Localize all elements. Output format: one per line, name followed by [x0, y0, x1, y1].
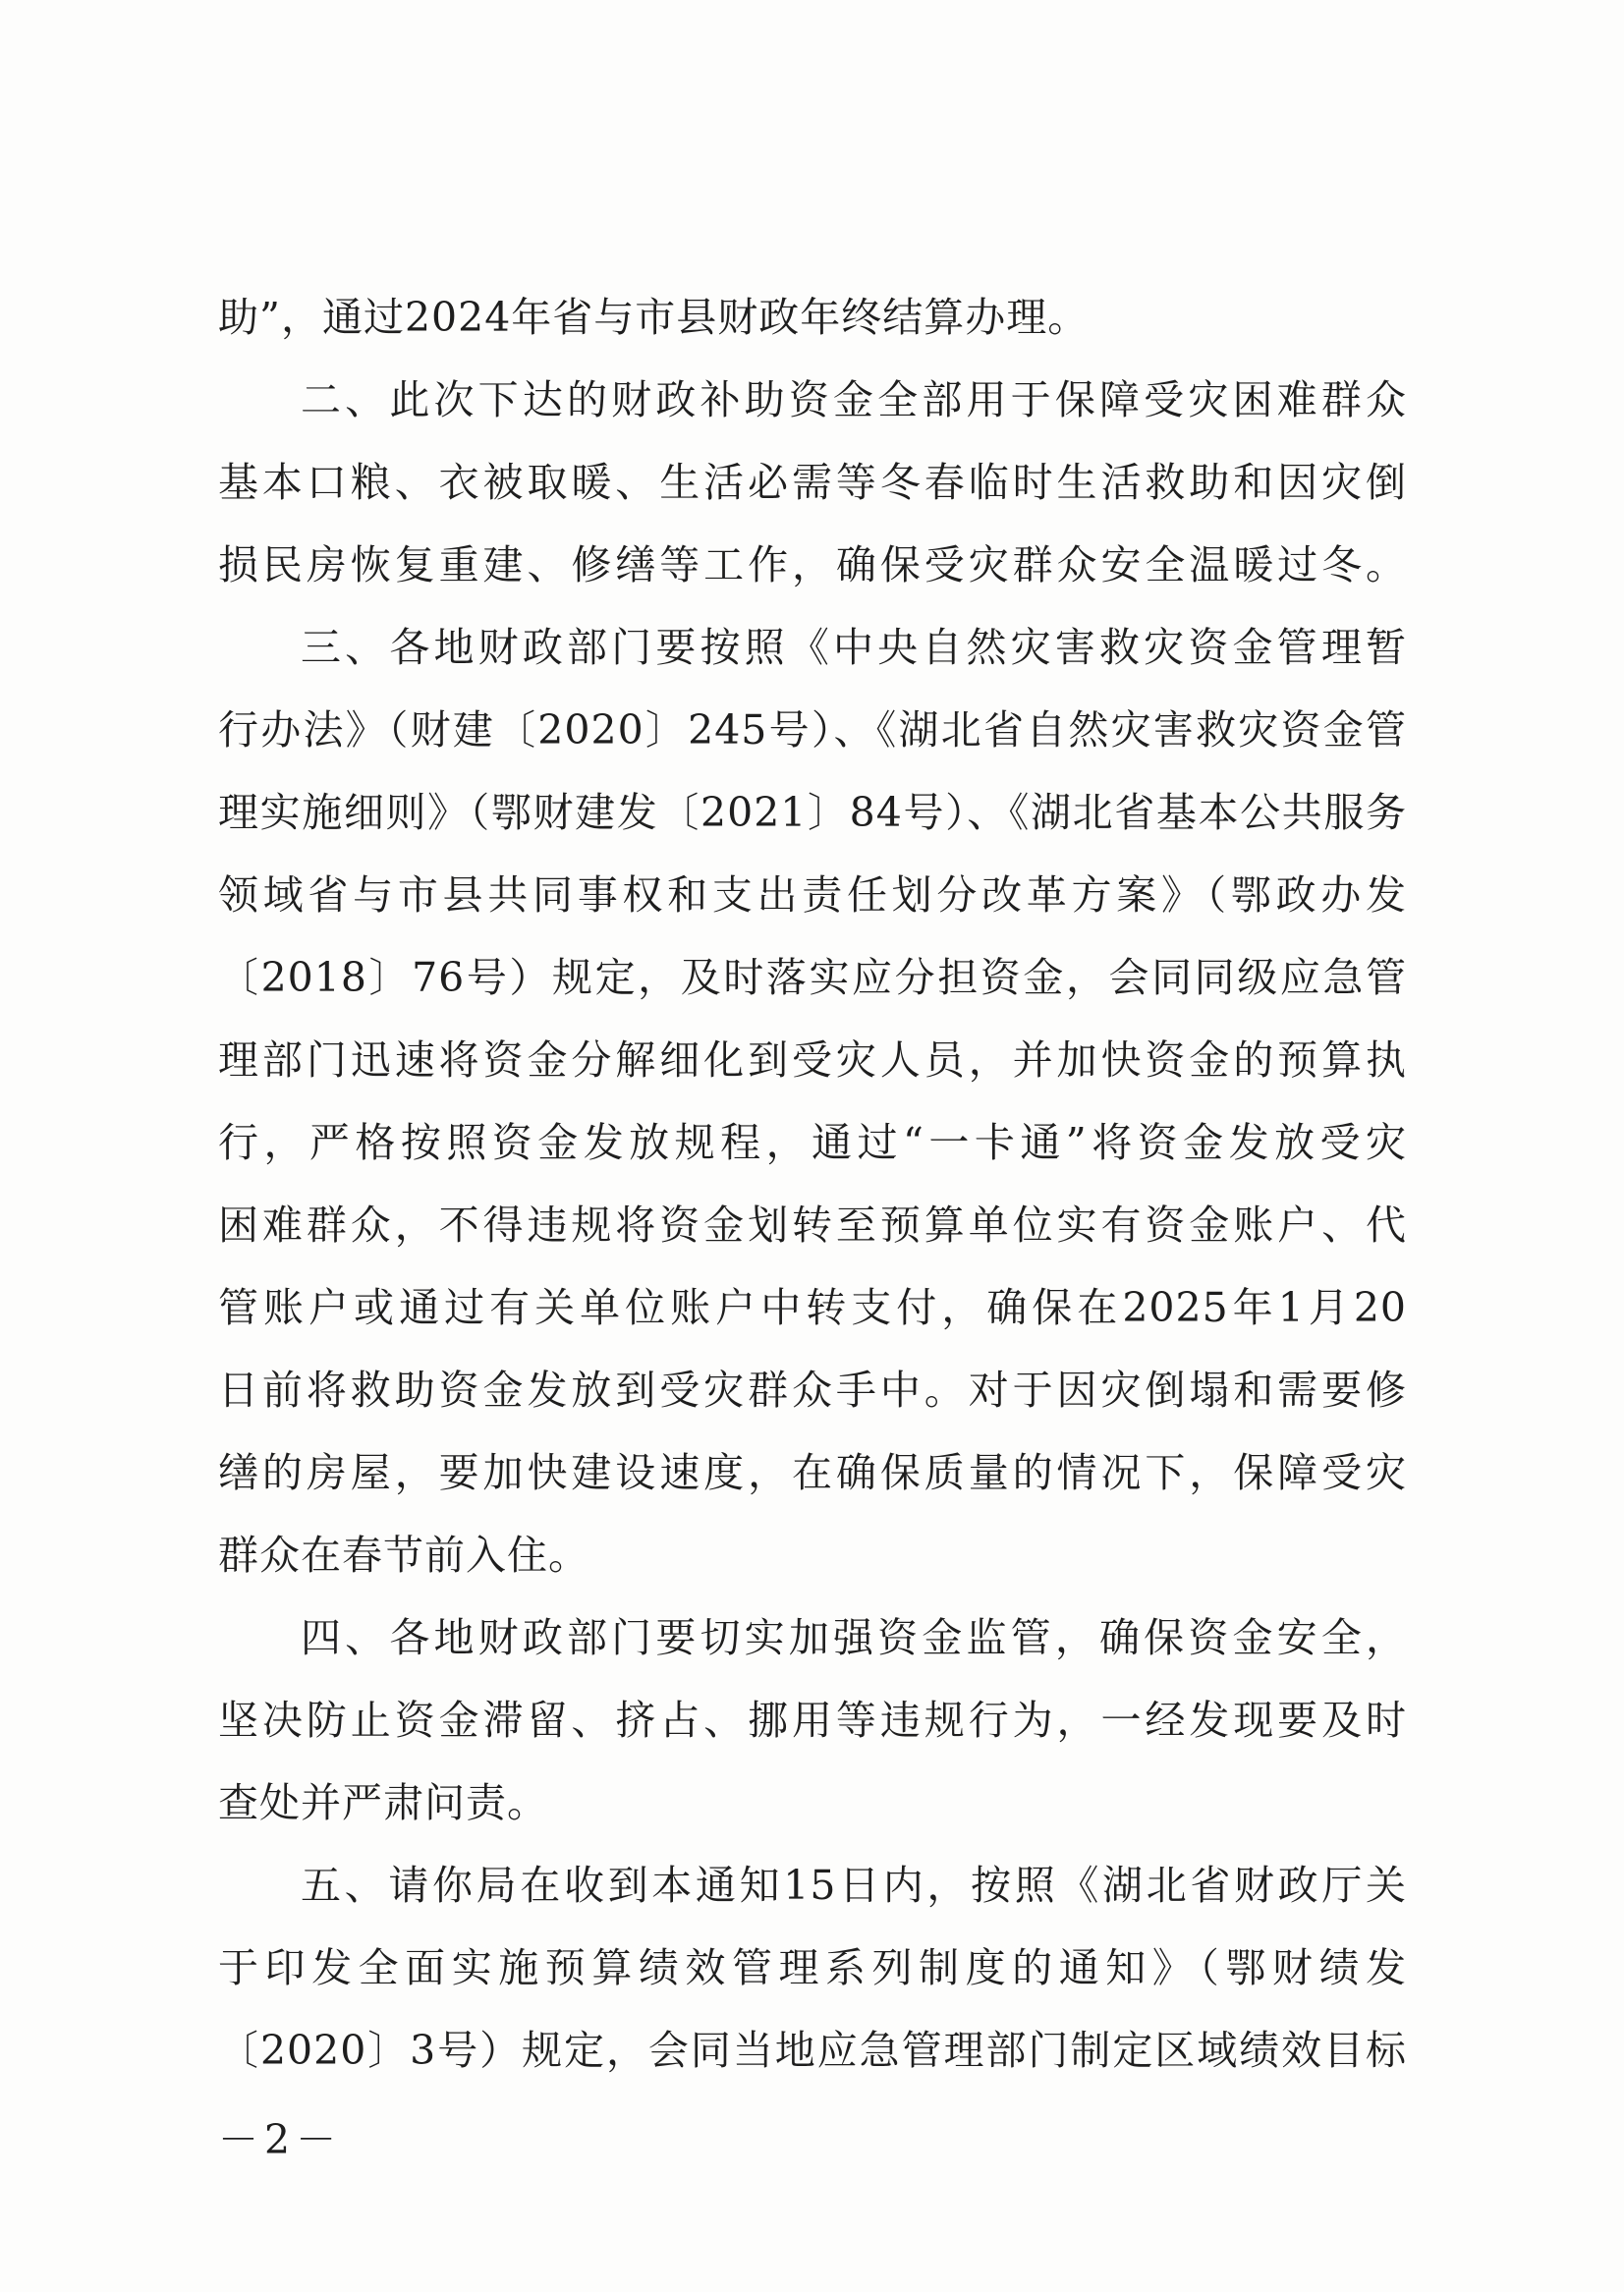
paragraph-line: 查处并严肃问责。: [218, 1779, 548, 1826]
paragraph-line: 损民房恢复重建、修缮等工作，确保受灾群众安全温暖过冬。: [218, 541, 1407, 588]
paragraph-line: 于印发全面实施预算绩效管理系列制度的通知》（鄂财绩发: [218, 1944, 1407, 1991]
paragraph-line: 管账户或通过有关单位账户中转支付，确保在2025年1月20: [218, 1284, 1407, 1331]
paragraph-line: 困难群众，不得违规将资金划转至预算单位实有资金账户、代: [218, 1202, 1407, 1249]
paragraph-line: 四、各地财政部门要切实加强资金监管，确保资金安全，: [301, 1614, 1407, 1661]
paragraph-line: 〔2020〕3号）规定，会同当地应急管理部门制定区域绩效目标: [218, 2027, 1407, 2074]
paragraph-line: 基本口粮、衣被取暖、生活必需等冬春临时生活救助和因灾倒: [218, 459, 1407, 506]
paragraph-line: 五、请你局在收到本通知15日内，按照《湖北省财政厅关: [301, 1862, 1407, 1909]
paragraph-line: 领域省与市县共同事权和支出责任划分改革方案》（鄂政办发: [218, 871, 1407, 919]
paragraph-line: 〔2018〕76号）规定，及时落实应分担资金，会同同级应急管: [218, 954, 1407, 1001]
paragraph-line: 三、各地财政部门要按照《中央自然灾害救灾资金管理暂: [301, 624, 1407, 671]
paragraph-line: 群众在春节前入住。: [218, 1532, 589, 1579]
paragraph-line: 理实施细则》（鄂财建发〔2021〕84号）、《湖北省基本公共服务: [218, 789, 1407, 836]
paragraph-line: 二、此次下达的财政补助资金全部用于保障受灾困难群众: [301, 376, 1407, 423]
paragraph-line: 日前将救助资金发放到受灾群众手中。对于因灾倒塌和需要修: [218, 1367, 1407, 1414]
paragraph-line: 理部门迅速将资金分解细化到受灾人员，并加快资金的预算执: [218, 1036, 1407, 1084]
page-number: －2－: [218, 2116, 343, 2163]
paragraph-line: 缮的房屋，要加快建设速度，在确保质量的情况下，保障受灾: [218, 1449, 1407, 1496]
paragraph-line: 行办法》（财建〔2020〕245号）、《湖北省自然灾害救灾资金管: [218, 706, 1407, 754]
paragraph-line: 坚决防止资金滞留、挤占、挪用等违规行为，一经发现要及时: [218, 1697, 1407, 1744]
paragraph-line: 助”，通过2024年省与市县财政年终结算办理。: [218, 294, 1090, 341]
paragraph-line: 行，严格按照资金发放规程，通过“一卡通”将资金发放受灾: [218, 1119, 1407, 1166]
